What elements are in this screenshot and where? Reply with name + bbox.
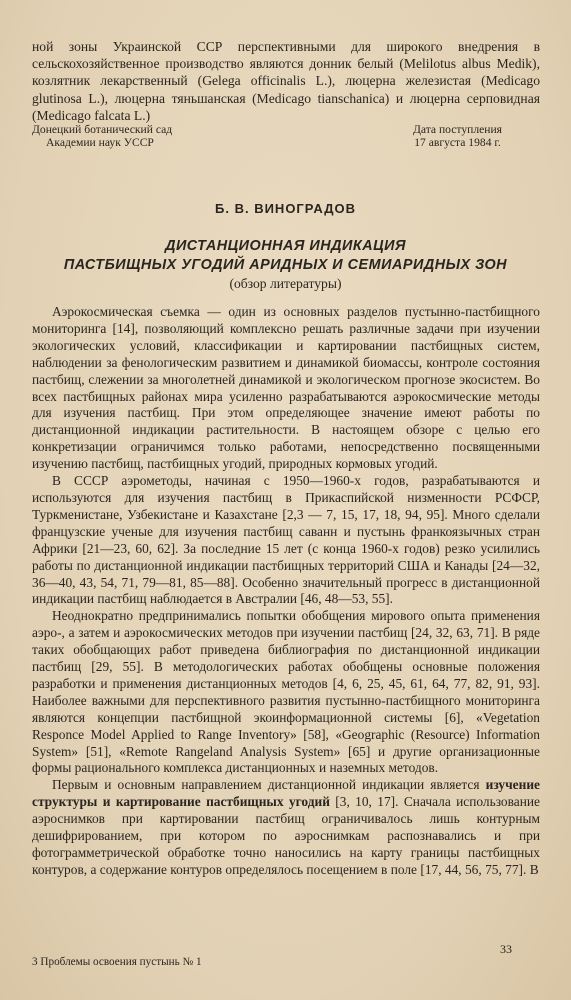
journal-footer: 3 Проблемы освоения пустынь № 1 xyxy=(32,956,202,968)
title-line-1: ДИСТАНЦИОННАЯ ИНДИКАЦИЯ xyxy=(165,238,406,254)
received-info xyxy=(413,123,502,150)
page-footer xyxy=(32,942,540,968)
paragraph-4-emphasis: изучение структуры и картирование пастбищных угодий xyxy=(32,777,540,810)
title-line-2: ПАСТБИЩНЫХ УГОДИЙ АРИДНЫХ И СЕМИАРИДНЫХ ЗОН xyxy=(63,256,508,273)
paragraph-4-start: Первым и основным направлением дистанционной индикации является xyxy=(52,777,486,793)
author-name: Б. В. ВИНОГРАДОВ xyxy=(215,201,356,216)
received-label: Дата поступления xyxy=(412,123,502,136)
article-body xyxy=(32,304,540,879)
paragraph-2: В СССР аэрометоды, начиная с 1950—1960-х годов, разрабатываются и используются для изучения пастбищ в Прикаспийской низменности РСФСР, Туркменистане, Узбекистане и Казахстане [2,3 — 7, 15, 17, 18, 94, 95]. Много сделали французские ученые для изучения пастбищ саванн и пустынь франкоязычных стран Африки [21—23, 60, 62]. За последние 15 лет (с конца 1960-х годов) резко усилились работы по дистанционной индикации пастбищных территорий США и Канады [24—32, 36—40, 43, 54, 71, 79—81, 85—88]. Особенно значительный прогресс в дистанционной индикации пастбищ наблюдается в Австралии [46, 48—53, 55]. xyxy=(32,473,540,607)
received-date: 17 августа 1984 г. xyxy=(414,136,501,150)
paragraph-4-end: [3, 10, 17]. Сначала использование аэроснимков при картировании пастбищ ограничивалось лишь контурным дешифрированием, при котором по аэроснимкам распознавались и при фотограмметрической обработке точно наносились на карту границы пастбищных контуров, а содержание контуров определялось посещением в поле [17, 44, 56, 75, 77]. В xyxy=(32,794,540,877)
institution xyxy=(32,123,172,150)
intro-paragraph: ной зоны Украинской ССР перспективными для широкого внедрения в сельскохозяйственное производство являются донник белый (Melilotus albus Medik), козлятник лекарственный (Gelega officinalis L.), люцерна железистая (Medicago glutinosa L.), люцерна тяньшанская (Medicago tianschanica) и люцерна серповидная (Medicago falcata L.) xyxy=(32,39,540,123)
article-title xyxy=(0,237,571,274)
institution-line-2: Академии наук УССР xyxy=(46,136,154,150)
previous-article-ending xyxy=(32,38,540,124)
article-subtitle: (обзор литературы) xyxy=(229,276,342,291)
paragraph-3: Неоднократно предпринимались попытки обобщения мирового опыта применения аэро-, а затем и аэрокосмических методов при изучении пастбищ [24, 32, 63, 71]. В ряде таких обобщающих работ приведена библиография по дистанционной индикации пастбищ [29, 55]. В методологических работах обобщены основные положения разработки и применения дистанционных методов [4, 6, 25, 45, 61, 64, 77, 82, 91, 93]. Наиболее важными для перспективного развития пустынно-пастбищного мониторинга являются концепции пастбищной экоинформационной системы [6], «Vegetation Responce Model Applied to Range Inventory» [58], «Geographic (Resource) Information System» [51], «Remote Rangeland Analysis System» [65] и другие организационные формы рационального комплекса дистанционных и наземных методов. xyxy=(32,608,540,776)
institution-line-1: Донецкий ботанический сад xyxy=(32,123,173,136)
page-number: 33 xyxy=(500,942,512,956)
paragraph-4 xyxy=(32,777,540,878)
paragraph-1: Аэрокосмическая съемка — один из основных разделов пустынно-пастбищного мониторинга [14], позволяющий комплексно решать различные задачи при изучении экологических условий, классификации и картировании пастбищных систем, наблюдении за фенологическим развитием и динамикой биомассы, контроле состояния пастбищ, слежении за многолетней динамикой и экологическом прогнозе экосистем. Во всех пастбищных районах мира усиленно разрабатываются аэрокосмические методы для изучения пастбищ. При этом определяющее значение имеют работы по дистанционной индикации растительности. В настоящем обзоре с целью его конкретизации ограничимся только работами, непосредственно посвященными изучению пастбищ, пастбищных угодий, природных кормовых угодий. xyxy=(32,304,540,472)
